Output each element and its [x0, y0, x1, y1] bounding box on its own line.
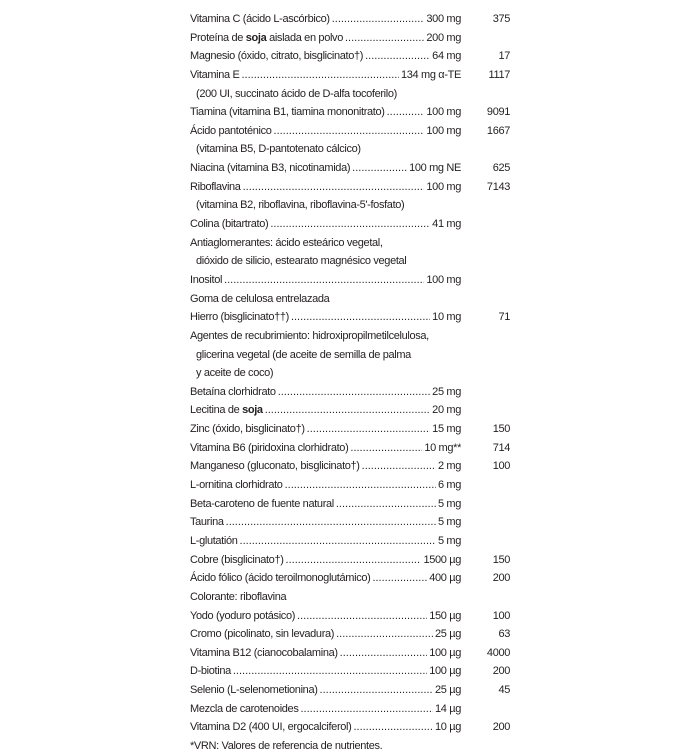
dot-leader	[350, 439, 422, 458]
ingredient-main	[190, 420, 461, 439]
dot-leader	[307, 420, 431, 439]
ingredient-main	[190, 588, 461, 607]
ingredient-name	[190, 10, 330, 29]
ingredient-amount: 1500 µg	[423, 553, 461, 566]
ingredient-row	[190, 383, 510, 402]
dot-leader	[365, 47, 430, 66]
ingredient-name-text: Betaína clorhidrato	[190, 385, 276, 398]
ingredient-name-text: Mezcla de carotenoides	[190, 702, 299, 715]
ingredient-amount: 150 µg	[429, 609, 461, 622]
ingredient-row	[190, 737, 510, 756]
ingredient-row	[190, 718, 510, 737]
ingredient-main	[190, 290, 461, 309]
ingredient-amount: 100 mg	[426, 273, 461, 286]
ingredient-row	[190, 364, 510, 383]
ingredient-name-text: Ácido fólico (ácido teroilmonoglutámico)	[190, 572, 371, 585]
ingredient-amount: 100 µg	[429, 646, 461, 659]
ingredient-name	[190, 700, 298, 719]
ingredient-row	[190, 346, 510, 365]
ingredient-row	[190, 532, 510, 551]
ingredient-main	[190, 569, 461, 588]
ingredient-name	[190, 346, 411, 365]
ingredient-main	[190, 551, 461, 570]
ingredient-name-text: y aceite de coco)	[196, 367, 274, 380]
ingredient-amount: 100 mg	[426, 106, 461, 119]
ingredient-amount: 15 mg	[432, 423, 461, 436]
ingredient-name	[190, 364, 273, 383]
ingredient-main	[190, 85, 461, 104]
ingredient-row	[190, 662, 510, 681]
ingredient-row	[190, 178, 510, 197]
ingredient-vrn: 625	[492, 162, 510, 175]
ingredient-amount: 64 mg	[432, 50, 461, 63]
ingredient-row	[190, 625, 510, 644]
ingredient-row	[190, 103, 510, 122]
ingredient-main	[190, 457, 461, 476]
ingredient-row	[190, 271, 510, 290]
ingredient-main	[190, 644, 461, 663]
ingredient-name	[190, 290, 329, 309]
ingredient-name	[190, 47, 363, 66]
ingredient-amount: 100 mg	[426, 124, 461, 137]
ingredient-main	[190, 718, 461, 737]
ingredient-name	[190, 513, 224, 532]
ingredient-main	[190, 513, 461, 532]
ingredient-main	[190, 346, 461, 365]
ingredient-name-suffix: aislada en polvo	[266, 31, 343, 44]
ingredient-amount: 5 mg	[437, 534, 461, 547]
ingredient-main	[190, 681, 461, 700]
ingredient-row	[190, 122, 510, 141]
ingredient-vrn: 714	[492, 441, 510, 454]
dot-leader	[372, 569, 427, 588]
ingredient-name-text: Lecitina de	[190, 404, 243, 417]
ingredient-vrn: 45	[498, 684, 510, 697]
dot-leader	[226, 513, 436, 532]
ingredient-name-text: L-ornitina clorhidrato	[190, 479, 283, 492]
dot-leader	[336, 495, 436, 514]
ingredient-vrn: 150	[492, 423, 510, 436]
ingredient-row	[190, 551, 510, 570]
ingredient-name-text: Proteína de	[190, 31, 246, 44]
ingredient-name-text: Zinc (óxido, bisglicinato†)	[190, 423, 305, 436]
ingredient-main	[190, 439, 461, 458]
ingredient-main	[190, 737, 461, 756]
dot-leader	[300, 700, 433, 719]
allergen-highlight: soja	[245, 31, 267, 44]
ingredient-name-text: Beta-caroteno de fuente natural	[190, 497, 334, 510]
ingredient-name-text: Vitamina D2 (400 UI, ergocalciferol)	[190, 721, 352, 734]
dot-leader	[340, 644, 428, 663]
ingredient-name	[190, 159, 350, 178]
ingredient-name-text: Vitamina C (ácido L-ascórbico)	[190, 13, 330, 25]
ingredient-name	[190, 308, 289, 327]
ingredient-name-text: D-biotina	[190, 665, 231, 678]
ingredient-row	[190, 85, 510, 104]
ingredient-amount: 25 µg	[435, 684, 461, 697]
ingredient-row	[190, 681, 510, 700]
ingredient-row	[190, 140, 510, 159]
ingredient-name	[190, 420, 305, 439]
ingredient-vrn: 150	[492, 553, 510, 566]
ingredient-amount: 400 µg	[429, 572, 461, 585]
ingredient-main	[190, 122, 461, 141]
ingredient-main	[190, 308, 461, 327]
ingredient-row	[190, 308, 510, 327]
ingredient-name	[190, 178, 241, 197]
ingredient-vrn: 200	[492, 572, 510, 585]
ingredient-main	[190, 662, 461, 681]
ingredient-amount: 25 mg	[432, 385, 461, 398]
ingredient-main	[190, 271, 461, 290]
dot-leader	[332, 10, 425, 29]
nutrition-label	[190, 10, 510, 756]
ingredient-name	[190, 327, 429, 346]
ingredient-row	[190, 457, 510, 476]
ingredient-name-text: (vitamina B2, riboflavina, riboflavina-5'-fosfato)	[196, 199, 405, 212]
ingredient-name	[190, 625, 334, 644]
dot-leader	[240, 532, 436, 551]
ingredient-name	[190, 215, 268, 234]
ingredient-name	[190, 662, 231, 681]
ingredient-row	[190, 234, 510, 253]
dot-leader	[345, 29, 424, 48]
ingredient-name	[190, 103, 385, 122]
ingredient-main	[190, 476, 461, 495]
ingredient-vrn: 100	[492, 460, 510, 473]
ingredient-name-text: Antiaglomerantes: ácido esteárico vegetal,	[190, 236, 383, 249]
ingredient-name-text: Hierro (bisglicinato††)	[190, 311, 289, 324]
ingredient-name	[190, 252, 406, 271]
dot-leader	[274, 122, 425, 141]
ingredient-main	[190, 532, 461, 551]
ingredient-name-text: Cobre (bisglicinato†)	[190, 553, 284, 566]
ingredient-name-text: dióxido de silicio, estearato magnésico vegetal	[196, 255, 407, 268]
ingredient-name	[190, 196, 404, 215]
ingredient-name-text: (200 UI, succinato ácido de D-alfa tocoferilo)	[196, 87, 397, 100]
dot-leader	[278, 383, 430, 402]
ingredient-main	[190, 625, 461, 644]
ingredient-amount: 5 mg	[437, 497, 461, 510]
ingredient-name	[190, 234, 383, 253]
ingredient-name-text: Yodo (yoduro potásico)	[190, 609, 296, 622]
ingredient-vrn: 63	[498, 628, 510, 641]
dot-leader	[297, 607, 427, 626]
dot-leader	[353, 718, 433, 737]
ingredient-vrn: 4000	[486, 646, 510, 659]
ingredient-amount: 14 µg	[435, 702, 461, 715]
ingredient-row	[190, 420, 510, 439]
ingredient-row	[190, 252, 510, 271]
ingredient-name-text: Manganeso (gluconato, bisglicinato†)	[190, 460, 360, 473]
ingredient-name-text: Taurina	[190, 516, 224, 529]
ingredient-amount: 100 mg NE	[409, 162, 461, 175]
ingredient-amount: 10 mg**	[424, 441, 461, 454]
dot-leader	[362, 457, 436, 476]
ingredient-name	[190, 607, 295, 626]
ingredient-name	[190, 588, 286, 607]
dot-leader	[224, 271, 424, 290]
ingredient-main	[190, 607, 461, 626]
ingredient-name	[190, 140, 361, 159]
ingredient-name-text: glicerina vegetal (de aceite de semilla de palma	[196, 348, 411, 361]
ingredient-row	[190, 569, 510, 588]
dot-leader	[320, 681, 433, 700]
ingredient-main	[190, 401, 461, 420]
ingredient-row	[190, 476, 510, 495]
ingredient-main	[190, 47, 461, 66]
ingredient-row	[190, 700, 510, 719]
ingredient-name-text: Magnesio (óxido, citrato, bisglicinato†)	[190, 50, 364, 63]
ingredient-name	[190, 737, 382, 756]
ingredient-amount: 2 mg	[437, 460, 461, 473]
ingredient-name-text: Goma de celulosa entrelazada	[190, 292, 330, 305]
ingredient-main	[190, 234, 461, 253]
ingredient-name-text: Colorante: riboflavina	[190, 590, 287, 603]
ingredient-row	[190, 196, 510, 215]
ingredient-name	[190, 718, 351, 737]
ingredient-vrn: 9091	[486, 106, 510, 119]
ingredient-main	[190, 327, 461, 346]
ingredient-main	[190, 103, 461, 122]
dot-leader	[243, 178, 425, 197]
ingredient-vrn: 375	[492, 13, 510, 25]
dot-leader	[387, 103, 425, 122]
ingredient-main	[190, 252, 461, 271]
ingredient-name-text: Ácido pantoténico	[190, 124, 272, 137]
ingredient-name-text: Selenio (L-selenometionina)	[190, 684, 318, 697]
dot-leader	[352, 159, 407, 178]
ingredient-vrn: 71	[498, 311, 510, 324]
dot-leader	[233, 662, 427, 681]
ingredient-row	[190, 10, 510, 29]
ingredient-amount: 41 mg	[432, 218, 461, 231]
ingredient-amount: 100 mg	[426, 180, 461, 193]
ingredient-row	[190, 401, 510, 420]
allergen-highlight: soja	[242, 404, 263, 417]
ingredient-row	[190, 47, 510, 66]
ingredient-row	[190, 290, 510, 309]
ingredient-row	[190, 29, 510, 48]
ingredient-row	[190, 159, 510, 178]
ingredient-name	[190, 271, 222, 290]
ingredient-name-text: Cromo (picolinato, sin levadura)	[190, 628, 335, 641]
ingredient-name	[190, 122, 272, 141]
ingredient-row	[190, 588, 510, 607]
ingredient-amount: 5 mg	[437, 516, 461, 529]
ingredient-vrn: 1117	[488, 68, 510, 81]
ingredient-row	[190, 439, 510, 458]
ingredient-amount: 300 mg	[426, 13, 461, 25]
ingredient-amount: 20 mg	[432, 404, 461, 417]
ingredient-name-text: Vitamina E	[190, 68, 240, 81]
ingredient-name-text: Vitamina B12 (cianocobalamina)	[190, 646, 338, 659]
dot-leader	[285, 476, 436, 495]
dot-leader	[265, 401, 430, 420]
ingredient-name-text: Colina (bitartrato)	[190, 218, 269, 231]
ingredient-vrn: 200	[492, 721, 510, 734]
ingredient-amount: 134 mg α-TE	[401, 68, 461, 81]
ingredient-amount: 25 µg	[435, 628, 461, 641]
ingredient-name-text: Vitamina B6 (piridoxina clorhidrato)	[190, 441, 349, 454]
ingredient-vrn: 1667	[486, 124, 510, 137]
ingredient-name	[190, 681, 318, 700]
ingredient-name	[190, 439, 348, 458]
dot-leader	[270, 215, 430, 234]
ingredient-row	[190, 513, 510, 532]
ingredient-name-text: Riboflavina	[190, 180, 241, 193]
ingredient-row	[190, 66, 510, 85]
ingredient-amount: 10 mg	[432, 311, 461, 324]
ingredient-name	[190, 401, 263, 420]
ingredient-row	[190, 215, 510, 234]
ingredient-vrn: 7143	[486, 180, 510, 193]
ingredient-name	[190, 85, 397, 104]
ingredient-main	[190, 66, 461, 85]
ingredient-vrn: 100	[492, 609, 510, 622]
ingredient-row	[190, 607, 510, 626]
ingredient-name	[190, 29, 343, 48]
ingredient-name	[190, 495, 334, 514]
ingredient-amount: 6 mg	[437, 479, 461, 492]
ingredient-main	[190, 215, 461, 234]
ingredient-name-text: Niacina (vitamina B3, nicotinamida)	[190, 162, 351, 175]
dot-leader	[336, 625, 433, 644]
ingredient-amount: 200 mg	[426, 31, 461, 44]
ingredient-name-text: Agentes de recubrimiento: hidroxipropilmetilcelulosa,	[190, 329, 429, 342]
ingredient-main	[190, 364, 461, 383]
ingredient-name-text: *VRN: Valores de referencia de nutrientes.	[190, 739, 383, 752]
ingredient-main	[190, 159, 461, 178]
ingredient-main	[190, 700, 461, 719]
ingredient-name-text: Inositol	[190, 273, 223, 286]
ingredient-name	[190, 532, 238, 551]
ingredient-main	[190, 140, 461, 159]
ingredient-name-text: (vitamina B5, D-pantotenato cálcico)	[196, 143, 361, 156]
ingredient-name	[190, 551, 284, 570]
ingredient-name	[190, 66, 240, 85]
ingredient-amount: 10 µg	[435, 721, 461, 734]
ingredient-vrn: 17	[498, 50, 510, 63]
ingredient-main	[190, 10, 461, 29]
ingredient-name-text: Tiamina (vitamina B1, tiamina mononitrato)	[190, 106, 385, 119]
ingredient-main	[190, 383, 461, 402]
ingredient-main	[190, 196, 461, 215]
dot-leader	[286, 551, 422, 570]
ingredient-name-text: L-glutatión	[190, 534, 238, 547]
ingredient-main	[190, 495, 461, 514]
ingredient-name	[190, 476, 283, 495]
ingredient-vrn: 200	[492, 665, 510, 678]
ingredient-name	[190, 569, 370, 588]
ingredient-name	[190, 457, 360, 476]
ingredient-name	[190, 383, 276, 402]
ingredient-main	[190, 178, 461, 197]
ingredient-row	[190, 495, 510, 514]
ingredient-row	[190, 644, 510, 663]
ingredient-amount: 100 µg	[429, 665, 461, 678]
ingredient-name	[190, 644, 338, 663]
dot-leader	[242, 66, 400, 85]
ingredient-row	[190, 327, 510, 346]
dot-leader	[291, 308, 430, 327]
ingredient-main	[190, 29, 461, 48]
